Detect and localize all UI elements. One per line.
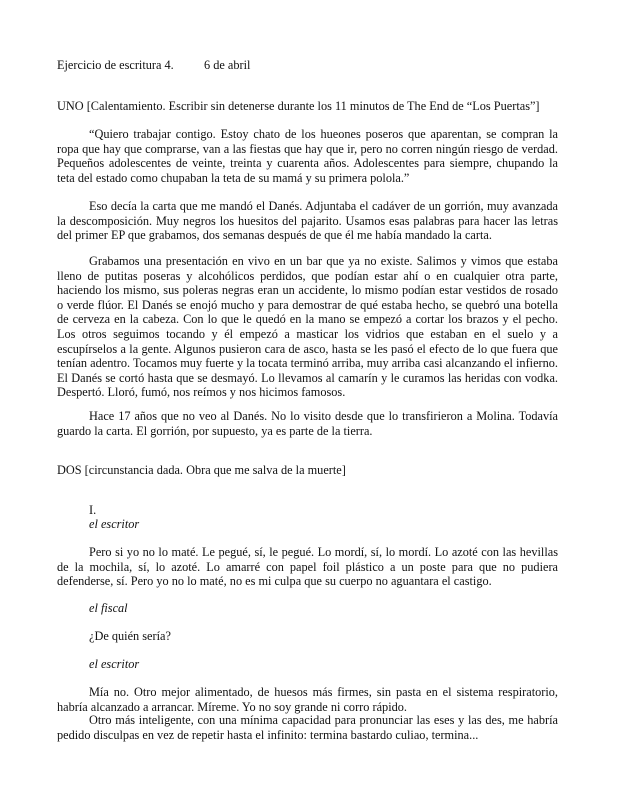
section-dos-heading: DOS [circunstancia dada. Obra que me salva de la muerte] (57, 463, 346, 477)
uno-paragraph-1: “Quiero trabajar contigo. Estoy chato de los hueones poseros que aparentan, se compran la ropa que hay que comprarse, van a las fiestas que hay que ir, pero no corren ningún riesgo de verdad. Pequeños adolescentes de veinte, treinta y cuarenta años. Adolescentes para siempre, chupando la teta del estado como chupaban la teta de su mamá y su primera polola.” (57, 127, 558, 185)
speaker-fiscal: el fiscal (89, 601, 128, 615)
escritor-speech-1: Pero si yo no lo maté. Le pegué, sí, le pegué. Lo mordí, sí, lo mordí. Lo azoté con las hevillas de la mochila, sí, lo azoté. Lo amarré con papel foil plástico a un poste para que no pudiera defenderse, sí. Pero yo no lo maté, no es mi culpa que su cuerpo no aguantara el castigo. (57, 545, 558, 589)
exercise-title: Ejercicio de escritura 4. (57, 58, 174, 72)
escritor-speech-2a: Mía no. Otro mejor alimentado, de huesos más firmes, sin pasta en el sistema respiratorio, habría alcanzado a arrancar. Míreme. Yo no soy grande ni corro rápido. (57, 685, 558, 714)
section-uno-heading: UNO [Calentamiento. Escribir sin detenerse durante los 11 minutos de The End de “Los Puertas”] (57, 99, 540, 113)
uno-paragraph-3: Grabamos una presentación en vivo en un bar que ya no existe. Salimos y vimos que estaba lleno de putitas poseras y alcohólicos perdidos, que podían estar ahí o en cualquier otra parte, haciendo los mismo, sus poleras negras eran un accidente, lo mismo podían estar vestidos de rosado o verde flúor. El Danés se enojó mucho y para demostrar de qué estaba hecho, se quebró una botella de cerveza en la cabeza. Con lo que le quedó en la mano se empezó a cortar los brazos y el pecho. Los otros seguimos tocando y él empezó a masticar los vidrios que estaban en el suelo y a escupírselos a la gente. Algunos pusieron cara de asco, hasta se les pasó el efecto de lo que fuera que tenían adentro. Tocamos muy fuerte y la tocata terminó arriba, muy arriba casi alcanzando el infierno. El Danés se cortó hasta que se desmayó. Lo llevamos al camarín y le curamos las heridas con vodka. Despertó. Lloró, fumó, nos reímos y nos hicimos famosos. (57, 254, 558, 400)
escritor-speech-2b: Otro más inteligente, con una mínima capacidad para pronunciar las eses y las des, me habría pedido disculpas en vez de repetir hasta el infinito: termina bastardo culiao, termina... (57, 713, 558, 742)
speaker-escritor-2: el escritor (89, 657, 140, 671)
fiscal-speech: ¿De quién sería? (89, 629, 171, 643)
speaker-escritor: el escritor (89, 517, 140, 531)
exercise-date: 6 de abril (204, 58, 251, 72)
uno-paragraph-4: Hace 17 años que no veo al Danés. No lo visito desde que lo transfirieron a Molina. Todavía guardo la carta. El gorrión, por supuesto, ya es parte de la tierra. (57, 409, 558, 438)
uno-paragraph-2: Eso decía la carta que me mandó el Danés. Adjuntaba el cadáver de un gorrión, muy avanzada la descomposición. Muy negros los huesitos del pajarito. Usamos esas palabras para hacer las letras del primer EP que grabamos, dos semanas después de que él me había mandado la carta. (57, 199, 558, 243)
act-numeral: I. (89, 503, 97, 517)
